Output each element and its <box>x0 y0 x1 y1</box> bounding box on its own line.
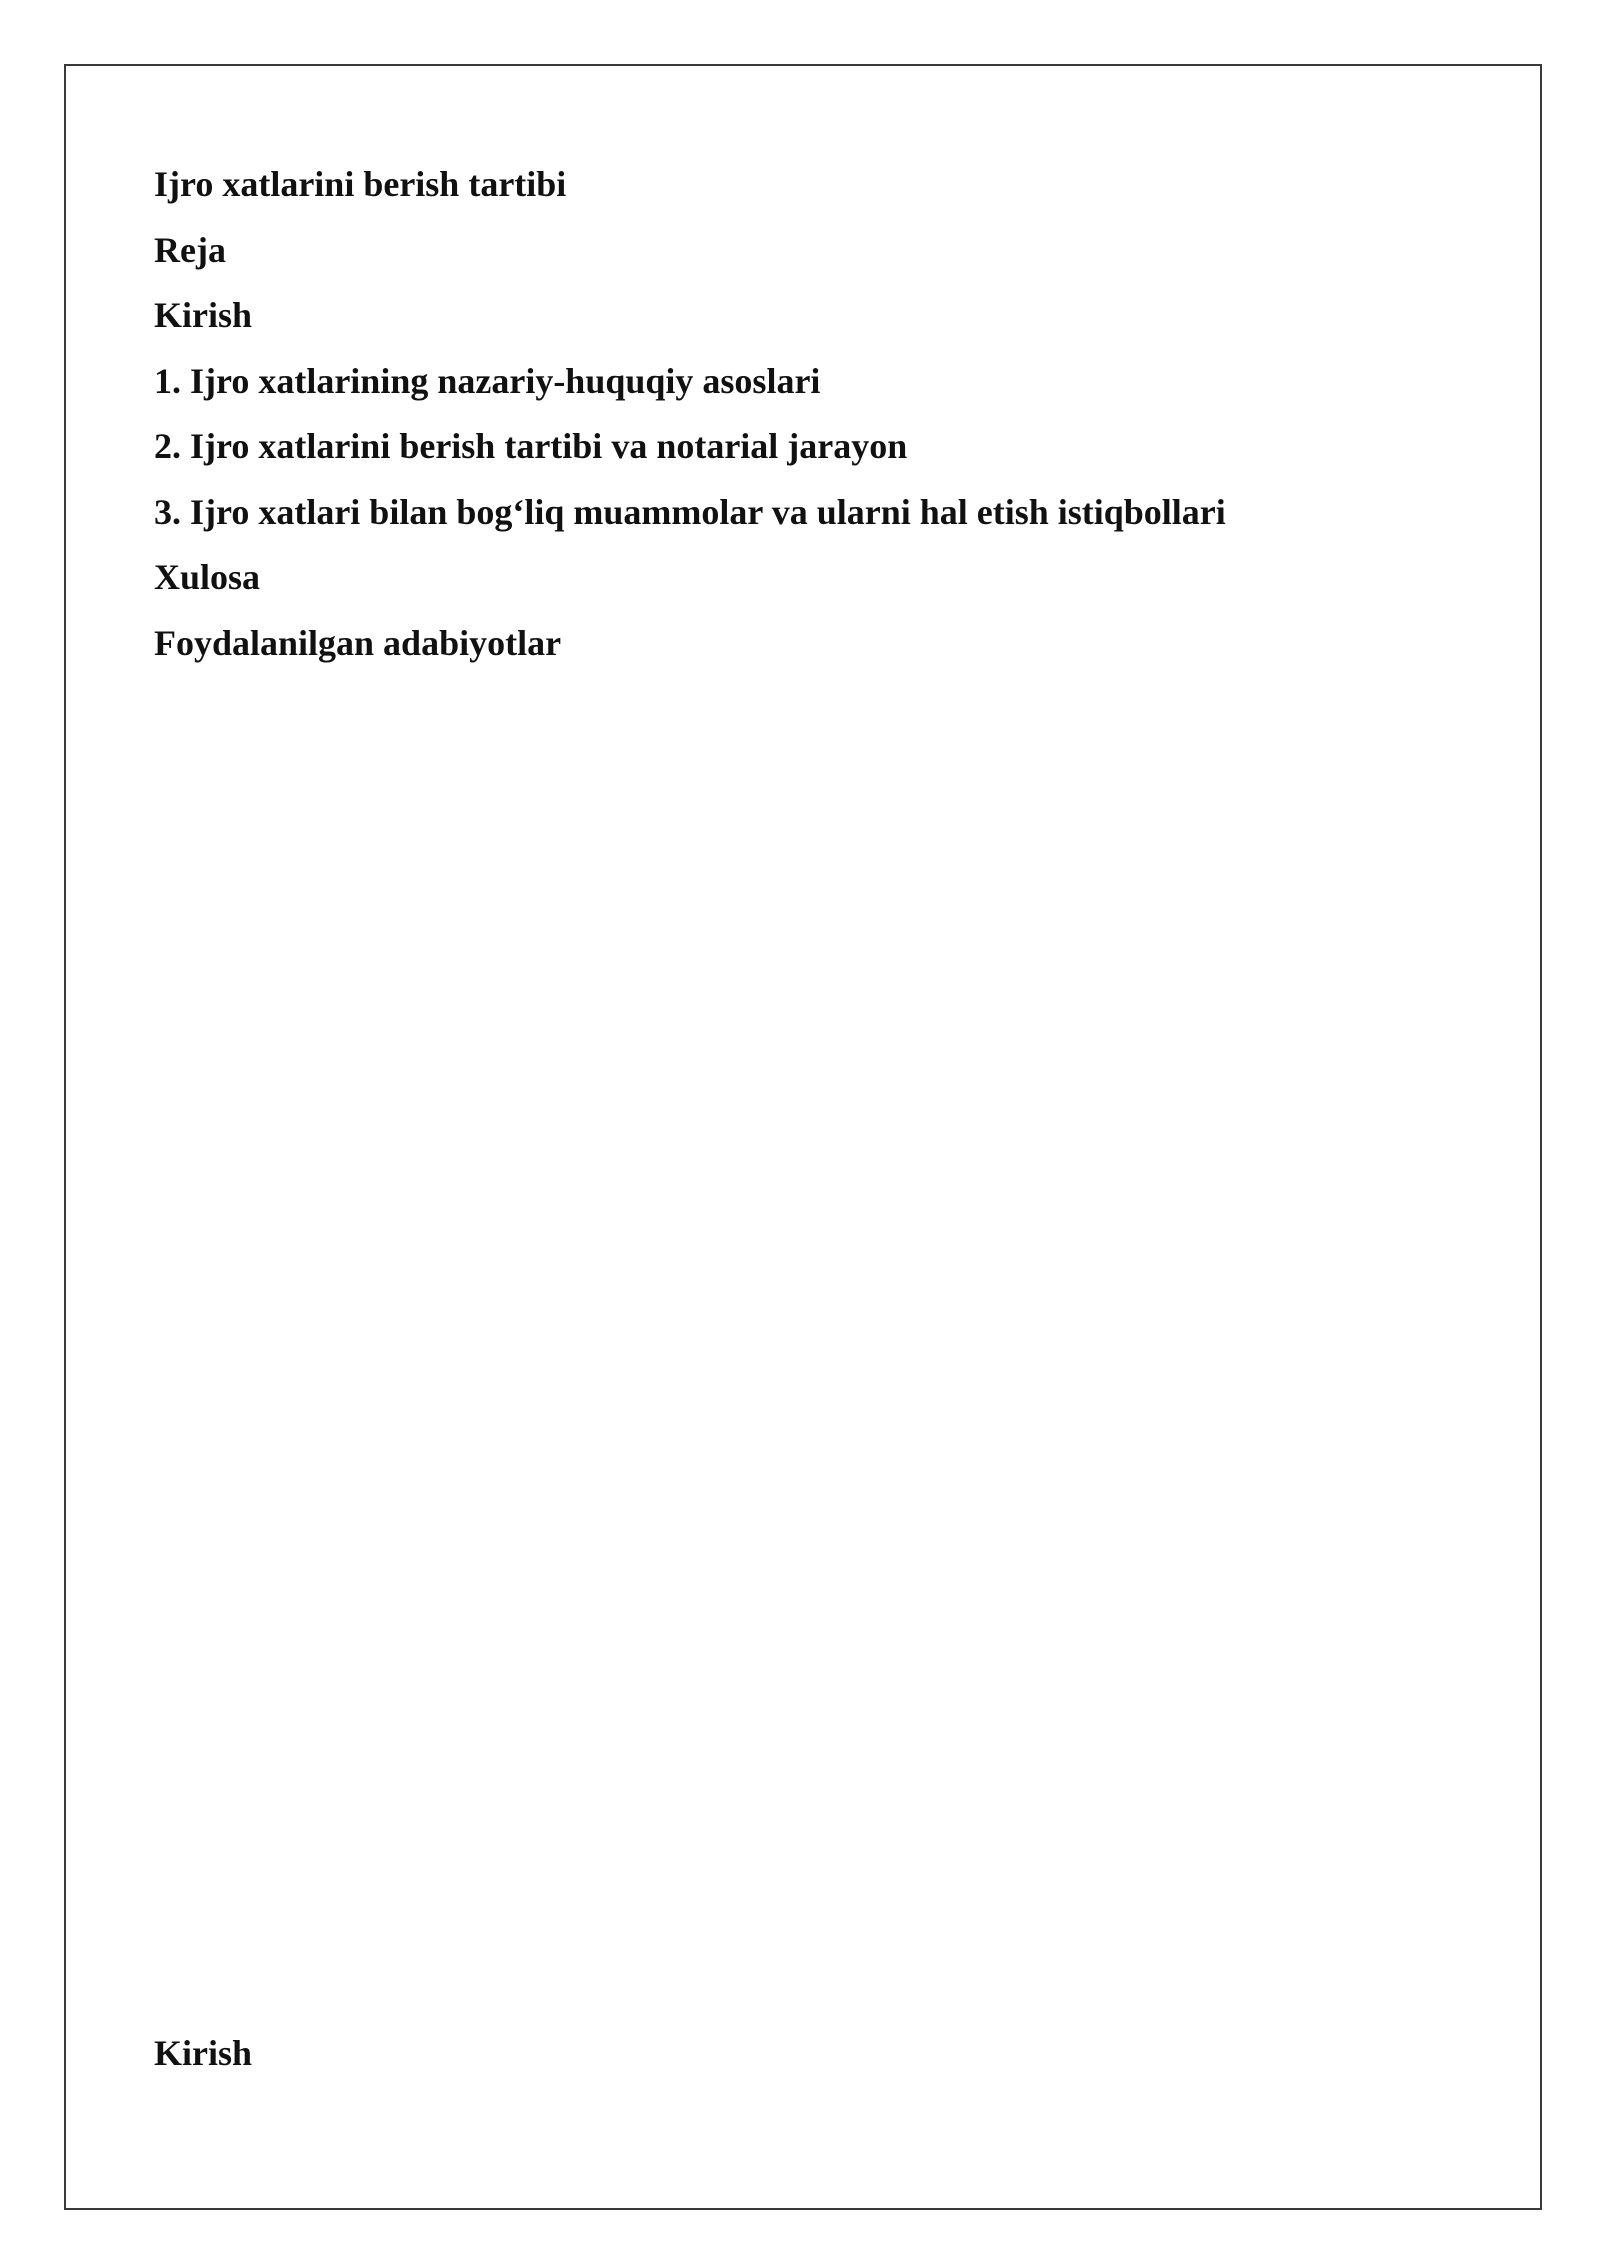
introduction-heading: Kirish <box>154 2033 253 2073</box>
plan-item-chapter-3: 3. Ijro xatlari bilan bog‘liq muammolar va ularni hal etish istiqbollari <box>154 491 1226 532</box>
plan-item-introduction: Kirish <box>154 295 253 335</box>
plan-item-chapter-2: 2. Ijro xatlarini berish tartibi va notarial jarayon <box>154 426 908 466</box>
plan-heading: Reja <box>154 229 226 270</box>
plan-item-chapter-1: 1. Ijro xatlarining nazariy-huquqiy asoslari <box>154 360 821 401</box>
plan-item-conclusion: Xulosa <box>154 557 261 597</box>
plan-item-references: Foydalanilgan adabiyotlar <box>154 622 562 663</box>
document-page <box>64 64 1542 2210</box>
document-title: Ijro xatlarini berish tartibi <box>154 164 567 204</box>
table-of-contents <box>154 152 1454 676</box>
